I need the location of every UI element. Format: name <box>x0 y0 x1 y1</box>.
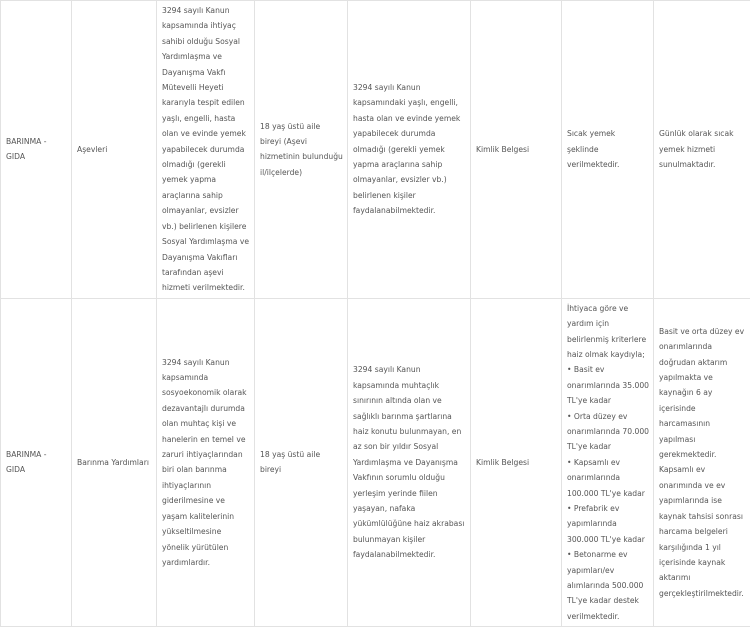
aid-amount-item: • Betonarme ev yapımları/ev alımlarında 500.000 TL'ye kadar destek verilmektedir. <box>567 547 649 624</box>
table-row <box>1 1 750 299</box>
table-row <box>1 298 750 627</box>
target-age-cell: 18 yaş üstü aile bireyi <box>255 298 348 627</box>
aid-amount-cell <box>562 298 654 627</box>
description-cell: 3294 sayılı Kanun kapsamında ihtiyaç sahibi olduğu Sosyal Yardımlaşma ve Dayanışma Vakfı Mütevelli Heyeti kararıyla tespit edilen yaşlı, engelli, hasta olan ve evinde yemek yapabilecek durumda olmadığı (gerekli yemek yapma araçlarına sahip olmayanlar, evsizler vb.) belirlenen kişilere Sosyal Yardımlaşma ve Dayanışma Vakıfları tarafından aşevi hizmeti verilmektedir. <box>157 1 255 299</box>
aid-amount-item: • Prefabrik ev yapımlarında 300.000 TL'ye kadar <box>567 501 649 547</box>
aid-amount-intro: İhtiyaca göre ve yardım için belirlenmiş kriterlere haiz olmak kaydıyla; <box>567 301 649 363</box>
target-age-cell: 18 yaş üstü aile bireyi (Aşevi hizmetinin bulunduğu il/ilçelerde) <box>255 1 348 299</box>
category-cell: BARINMA - GIDA <box>1 298 72 627</box>
aid-amount-item: • Basit ev onarımlarında 35.000 TL'ye kadar <box>567 362 649 408</box>
required-document-cell: Kimlik Belgesi <box>471 1 562 299</box>
eligibility-cell: 3294 sayılı Kanun kapsamındaki yaşlı, engelli, hasta olan ve evinde yemek yapabilecek durumda olmadığı (gerekli yemek yapma araçlarına sahip olmayanlar, evsizler vb.) belirlenen kişiler faydalanabilmektedir. <box>348 1 471 299</box>
service-name-cell: Barınma Yardımları <box>72 298 157 627</box>
aid-amount-item: • Orta düzey ev onarımlarında 70.000 TL'ye kadar <box>567 409 649 455</box>
eligibility-cell: 3294 sayılı Kanun kapsamında muhtaçlık sınırının altında olan ve sağlıklı barınma şartlarına haiz konutu bulunmayan, en az son bir yıldır Sosyal Yardımlaşma ve Dayanışma Vakfının sorumlu olduğu yerleşim yerinde fiilen yaşayan, nafaka yükümlülüğüne haiz akrabası bulunmayan kişiler faydalanabilmektedir. <box>348 298 471 627</box>
required-document-cell: Kimlik Belgesi <box>471 298 562 627</box>
aid-frequency-cell: Basit ve orta düzey ev onarımlarında doğrudan aktarım yapılmakta ve kaynağın 6 ay içerisinde harcamasının yapılması gerekmektedir. Kapsamlı ev onarımında ve ev yapımlarında ise kaynak tahsisi sonrası harcama belgeleri karşılığında 1 yıl içerisinde kaynak aktarımı gerçekleştirilmektedir. <box>654 298 750 627</box>
aid-frequency-cell: Günlük olarak sıcak yemek hizmeti sunulmaktadır. <box>654 1 750 299</box>
aid-amount-cell: Sıcak yemek şeklinde verilmektedir. <box>562 1 654 299</box>
category-cell: BARINMA - GIDA <box>1 1 72 299</box>
service-name-cell: Aşevleri <box>72 1 157 299</box>
aid-amount-item: • Kapsamlı ev onarımlarında 100.000 TL'ye kadar <box>567 455 649 501</box>
description-cell: 3294 sayılı Kanun kapsamında sosyoekonomik olarak dezavantajlı durumda olan muhtaç kişi ve hanelerin en temel ve zaruri ihtiyaçlarından biri olan barınma ihtiyaçlarının giderilmesine ve yaşam kalitelerinin yükseltilmesine yönelik yürütülen yardımlardır. <box>157 298 255 627</box>
